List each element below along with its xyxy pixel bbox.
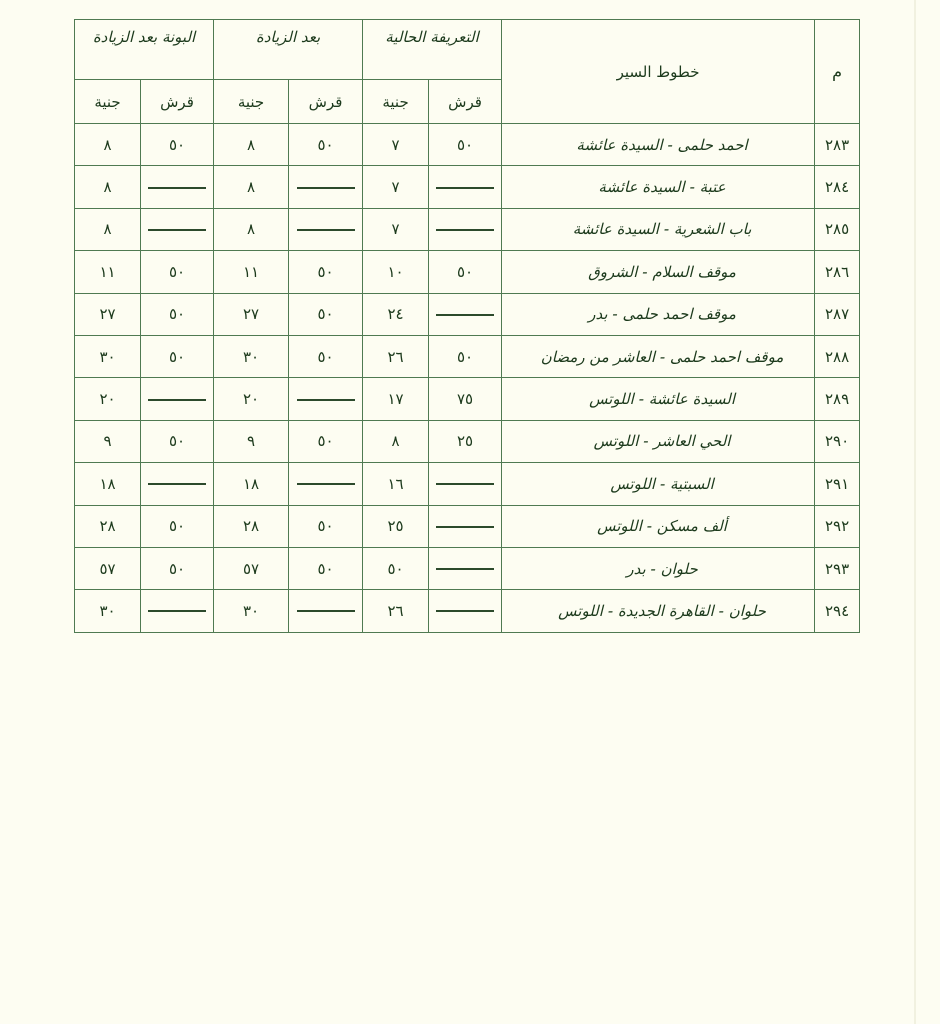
after-pound-cell: ٣٠: [214, 590, 289, 632]
pass-pound-cell: ٢٠: [75, 378, 141, 420]
table-row: [75, 420, 860, 462]
current-piaster-cell: [429, 293, 502, 335]
route-name-cell: عتبة - السيدة عائشة: [502, 166, 815, 208]
current-piaster-cell: ٥٠: [429, 124, 502, 166]
table-row: [75, 293, 860, 335]
route-name-cell: موقف السلام - الشروق: [502, 251, 815, 293]
header-after-piaster: قرش: [289, 80, 363, 124]
pass-piaster-cell: [141, 208, 214, 250]
current-pound-cell: ٢٦: [363, 590, 429, 632]
after-piaster-cell: ٥٠: [289, 335, 363, 377]
route-name-cell: الحي العاشر - اللوتس: [502, 420, 815, 462]
current-pound-cell: ٢٥: [363, 505, 429, 547]
table-row: [75, 547, 860, 589]
after-pound-cell: ٢٧: [214, 293, 289, 335]
current-piaster-cell: [429, 505, 502, 547]
after-pound-cell: ٨: [214, 124, 289, 166]
pass-pound-cell: ٨: [75, 124, 141, 166]
route-number-cell: ٢٨٦: [815, 251, 860, 293]
after-piaster-cell: [289, 166, 363, 208]
current-pound-cell: ١٠: [363, 251, 429, 293]
route-name-cell: السيدة عائشة - اللوتس: [502, 378, 815, 420]
fare-rows: [75, 124, 860, 633]
current-pound-cell: ٨: [363, 420, 429, 462]
after-piaster-cell: [289, 590, 363, 632]
route-number-cell: ٢٩١: [815, 463, 860, 505]
after-piaster-cell: ٥٠: [289, 124, 363, 166]
current-pound-cell: ٥٠: [363, 547, 429, 589]
current-piaster-cell: ٢٥: [429, 420, 502, 462]
route-name-cell: السبتية - اللوتس: [502, 463, 815, 505]
header-index: م: [815, 20, 860, 124]
page-edge: [914, 0, 916, 1024]
current-piaster-cell: [429, 547, 502, 589]
route-number-cell: ٢٩٣: [815, 547, 860, 589]
current-pound-cell: ٢٤: [363, 293, 429, 335]
table-row: [75, 335, 860, 377]
empty-dash: [148, 610, 206, 612]
empty-dash: [148, 187, 206, 189]
empty-dash: [436, 610, 494, 612]
empty-dash: [297, 187, 355, 189]
route-number-cell: ٢٩٠: [815, 420, 860, 462]
empty-dash: [436, 483, 494, 485]
current-pound-cell: ٧: [363, 166, 429, 208]
pass-piaster-cell: ٥٠: [141, 420, 214, 462]
route-name-cell: موقف احمد حلمى - العاشر من رمضان: [502, 335, 815, 377]
route-number-cell: ٢٩٤: [815, 590, 860, 632]
current-pound-cell: ١٦: [363, 463, 429, 505]
header-pass-pound: جنية: [75, 80, 141, 124]
table-row: [75, 378, 860, 420]
pass-piaster-cell: ٥٠: [141, 335, 214, 377]
current-piaster-cell: ٥٠: [429, 335, 502, 377]
route-number-cell: ٢٨٧: [815, 293, 860, 335]
current-piaster-cell: ٧٥: [429, 378, 502, 420]
after-pound-cell: ٨: [214, 208, 289, 250]
table-row: [75, 463, 860, 505]
after-piaster-cell: ٥٠: [289, 547, 363, 589]
table-row: [75, 124, 860, 166]
pass-pound-cell: ٢٨: [75, 505, 141, 547]
pass-pound-cell: ٥٧: [75, 547, 141, 589]
pass-pound-cell: ١٨: [75, 463, 141, 505]
table-row: [75, 166, 860, 208]
current-piaster-cell: [429, 166, 502, 208]
after-pound-cell: ٩: [214, 420, 289, 462]
empty-dash: [436, 526, 494, 528]
header-current-pound: جنية: [363, 80, 429, 124]
pass-pound-cell: ٨: [75, 208, 141, 250]
after-pound-cell: ٢٠: [214, 378, 289, 420]
header-pass-piaster: قرش: [141, 80, 214, 124]
current-pound-cell: ٧: [363, 208, 429, 250]
current-piaster-cell: [429, 208, 502, 250]
route-number-cell: ٢٩٢: [815, 505, 860, 547]
fare-table: [74, 19, 860, 633]
current-pound-cell: ٢٦: [363, 335, 429, 377]
empty-dash: [436, 229, 494, 231]
header-after-pound: جنية: [214, 80, 289, 124]
route-number-cell: ٢٨٩: [815, 378, 860, 420]
pass-pound-cell: ٣٠: [75, 335, 141, 377]
after-pound-cell: ٥٧: [214, 547, 289, 589]
pass-piaster-cell: [141, 166, 214, 208]
empty-dash: [436, 568, 494, 570]
after-pound-cell: ٣٠: [214, 335, 289, 377]
route-number-cell: ٢٨٤: [815, 166, 860, 208]
pass-piaster-cell: ٥٠: [141, 547, 214, 589]
after-pound-cell: ١١: [214, 251, 289, 293]
route-name-cell: احمد حلمى - السيدة عائشة: [502, 124, 815, 166]
pass-piaster-cell: [141, 378, 214, 420]
after-piaster-cell: ٥٠: [289, 293, 363, 335]
table-row: [75, 590, 860, 632]
pass-piaster-cell: ٥٠: [141, 505, 214, 547]
empty-dash: [297, 229, 355, 231]
table-row: [75, 505, 860, 547]
table-row: [75, 251, 860, 293]
current-piaster-cell: ٥٠: [429, 251, 502, 293]
empty-dash: [297, 483, 355, 485]
route-name-cell: حلوان - القاهرة الجديدة - اللوتس: [502, 590, 815, 632]
pass-pound-cell: ٣٠: [75, 590, 141, 632]
route-number-cell: ٢٨٨: [815, 335, 860, 377]
pass-piaster-cell: [141, 463, 214, 505]
header-route: خطوط السير: [502, 20, 815, 124]
pass-piaster-cell: [141, 590, 214, 632]
empty-dash: [297, 610, 355, 612]
route-number-cell: ٢٨٥: [815, 208, 860, 250]
header-current-fare: التعريفة الحالية: [363, 20, 502, 80]
pass-pound-cell: ٩: [75, 420, 141, 462]
after-piaster-cell: [289, 208, 363, 250]
current-piaster-cell: [429, 463, 502, 505]
pass-piaster-cell: ٥٠: [141, 251, 214, 293]
current-piaster-cell: [429, 590, 502, 632]
route-number-cell: ٢٨٣: [815, 124, 860, 166]
after-piaster-cell: ٥٠: [289, 420, 363, 462]
after-piaster-cell: ٥٠: [289, 251, 363, 293]
current-pound-cell: ١٧: [363, 378, 429, 420]
table-row: [75, 208, 860, 250]
pass-pound-cell: ١١: [75, 251, 141, 293]
empty-dash: [148, 229, 206, 231]
route-name-cell: باب الشعرية - السيدة عائشة: [502, 208, 815, 250]
empty-dash: [148, 399, 206, 401]
header-after-increase: بعد الزيادة: [214, 20, 363, 80]
pass-pound-cell: ٢٧: [75, 293, 141, 335]
current-pound-cell: ٧: [363, 124, 429, 166]
empty-dash: [297, 399, 355, 401]
route-name-cell: ألف مسكن - اللوتس: [502, 505, 815, 547]
empty-dash: [436, 187, 494, 189]
empty-dash: [436, 314, 494, 316]
header-current-piaster: قرش: [429, 80, 502, 124]
pass-pound-cell: ٨: [75, 166, 141, 208]
after-piaster-cell: ٥٠: [289, 505, 363, 547]
after-piaster-cell: [289, 463, 363, 505]
pass-piaster-cell: ٥٠: [141, 293, 214, 335]
after-pound-cell: ٨: [214, 166, 289, 208]
route-name-cell: حلوان - بدر: [502, 547, 815, 589]
pass-piaster-cell: ٥٠: [141, 124, 214, 166]
empty-dash: [148, 483, 206, 485]
after-piaster-cell: [289, 378, 363, 420]
after-pound-cell: ١٨: [214, 463, 289, 505]
header-pass-after-increase: البونة بعد الزيادة: [75, 20, 214, 80]
after-pound-cell: ٢٨: [214, 505, 289, 547]
route-name-cell: موقف احمد حلمى - بدر: [502, 293, 815, 335]
